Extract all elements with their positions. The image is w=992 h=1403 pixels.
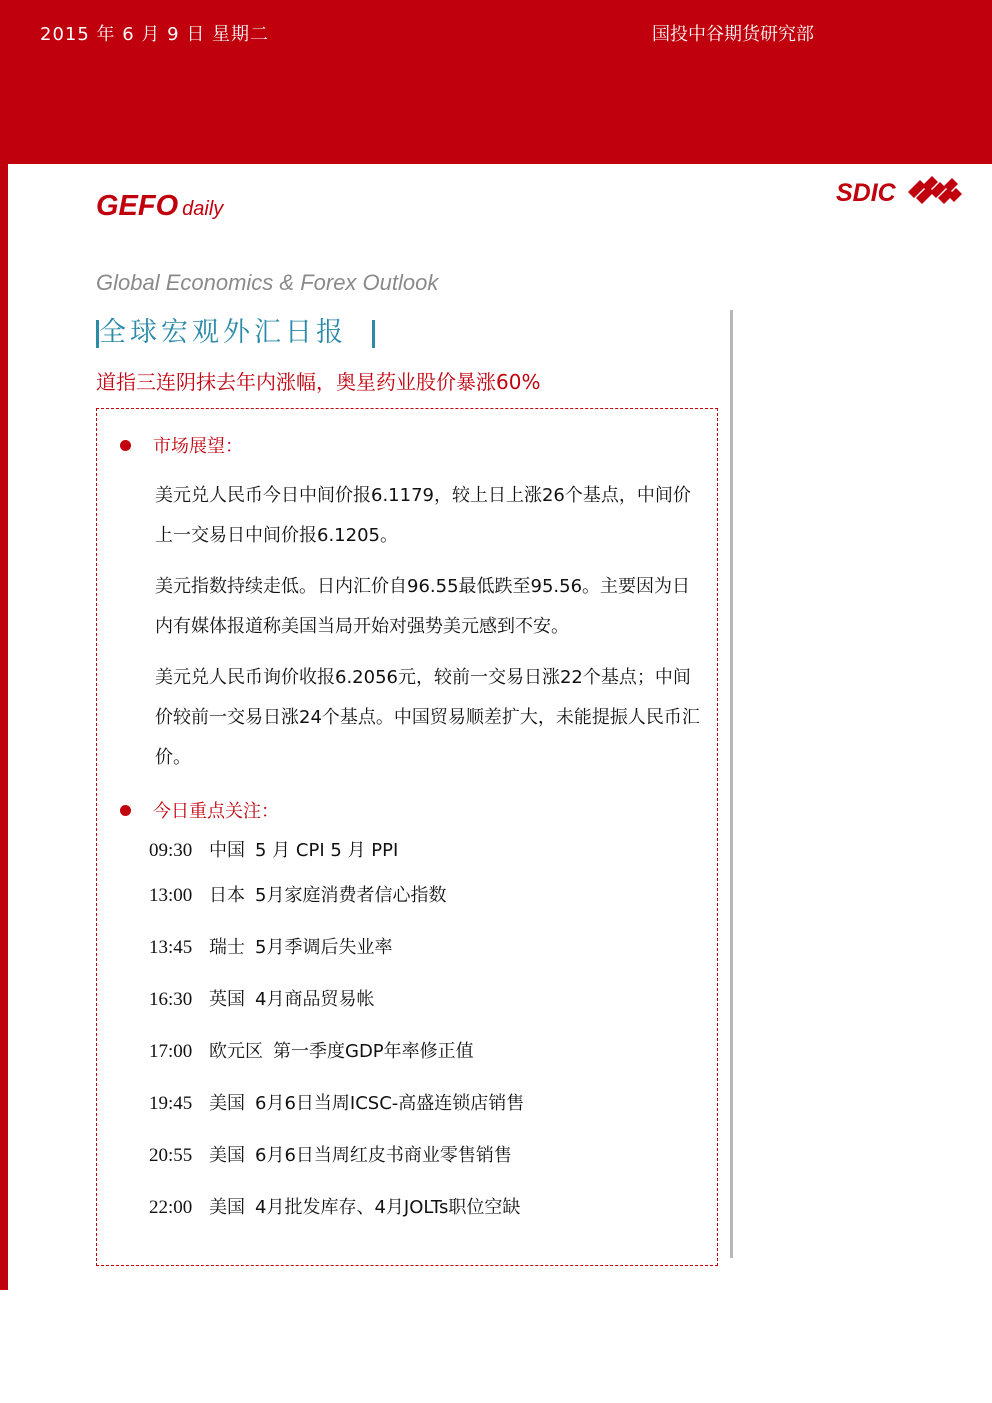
bullet-icon [120, 805, 131, 816]
event-row [149, 985, 374, 1011]
event-row [149, 881, 446, 907]
sdic-logo-icon [836, 176, 962, 208]
event-name: 4月批发库存、4月JOLTs职位空缺 [255, 1197, 521, 1218]
section-heading-outlook [120, 432, 243, 458]
section-heading-outlook-text: 市场展望： [153, 436, 243, 457]
event-time: 13:45 [149, 937, 193, 958]
section-heading-focus-text: 今日重点关注： [153, 801, 279, 822]
event-time: 20:55 [149, 1145, 193, 1166]
sdic-logo-text: SDIC [836, 179, 896, 207]
outlook-paragraph-1: 美元兑人民币今日中间价报6.1179，较上日上涨26个基点，中间价上一交易日中间价报6.1205。 [155, 485, 691, 546]
event-row [149, 1141, 512, 1167]
left-accent-strip [0, 164, 8, 1290]
brand-main: GEFO [96, 190, 179, 222]
event-row [149, 1037, 474, 1063]
department-name: 国投中谷期货研究部 [652, 24, 814, 45]
outlook-paragraph-2: 美元指数持续走低。日内汇价自96.55最低跌至95.56。主要因为日内有媒体报道称美国当局开始对强势美元感到不安。 [155, 576, 691, 637]
event-country: 欧元区 [209, 1041, 263, 1062]
event-row [149, 1193, 520, 1219]
brand-title [96, 190, 223, 223]
event-name: 第一季度GDP年率修正值 [273, 1041, 474, 1062]
event-name: 6月6日当周ICSC-高盛连锁店销售 [255, 1093, 525, 1114]
event-country: 瑞士 [209, 937, 245, 958]
event-name: 5月家庭消费者信心指数 [255, 885, 447, 906]
event-time: 19:45 [149, 1093, 193, 1114]
headline: 道指三连阴抹去年内涨幅，奥星药业股价暴涨60% [96, 370, 541, 394]
event-row [149, 1089, 524, 1115]
section-heading-focus [120, 797, 279, 823]
sdic-logo-mark [908, 176, 962, 204]
outlook-paragraph-3: 美元兑人民币询价收报6.2056元，较前一交易日涨22个基点；中间价较前一交易日涨24个基点。中国贸易顺差扩大，未能提振人民币汇价。 [155, 667, 700, 768]
vertical-divider [730, 310, 733, 1258]
subtitle-english: Global Economics & Forex Outlook [96, 270, 439, 295]
event-name: 4月商品贸易帐 [255, 989, 375, 1010]
event-time: 16:30 [149, 989, 193, 1010]
title-bar-right [372, 320, 375, 348]
event-name: 5月季调后失业率 [255, 937, 393, 958]
event-name: 5 月 CPI 5 月 PPI [255, 840, 399, 861]
bullet-icon [120, 440, 131, 451]
event-time: 17:00 [149, 1041, 193, 1062]
event-time: 09:30 [149, 840, 193, 861]
event-row [149, 933, 392, 959]
report-title [96, 310, 375, 349]
event-country: 美国 [209, 1197, 245, 1218]
event-country: 美国 [209, 1093, 245, 1114]
event-name: 6月6日当周红皮书商业零售销售 [255, 1145, 512, 1166]
event-time: 13:00 [149, 885, 193, 906]
brand-sub: daily [182, 198, 224, 220]
event-country: 英国 [209, 989, 245, 1010]
event-country: 美国 [209, 1145, 245, 1166]
event-row [149, 836, 398, 862]
event-time: 22:00 [149, 1197, 193, 1218]
report-date: 2015 年 6 月 9 日 星期二 [40, 24, 270, 45]
event-country: 日本 [209, 885, 245, 906]
event-country: 中国 [209, 840, 245, 861]
report-title-text: 全球宏观外汇日报 [99, 317, 347, 348]
